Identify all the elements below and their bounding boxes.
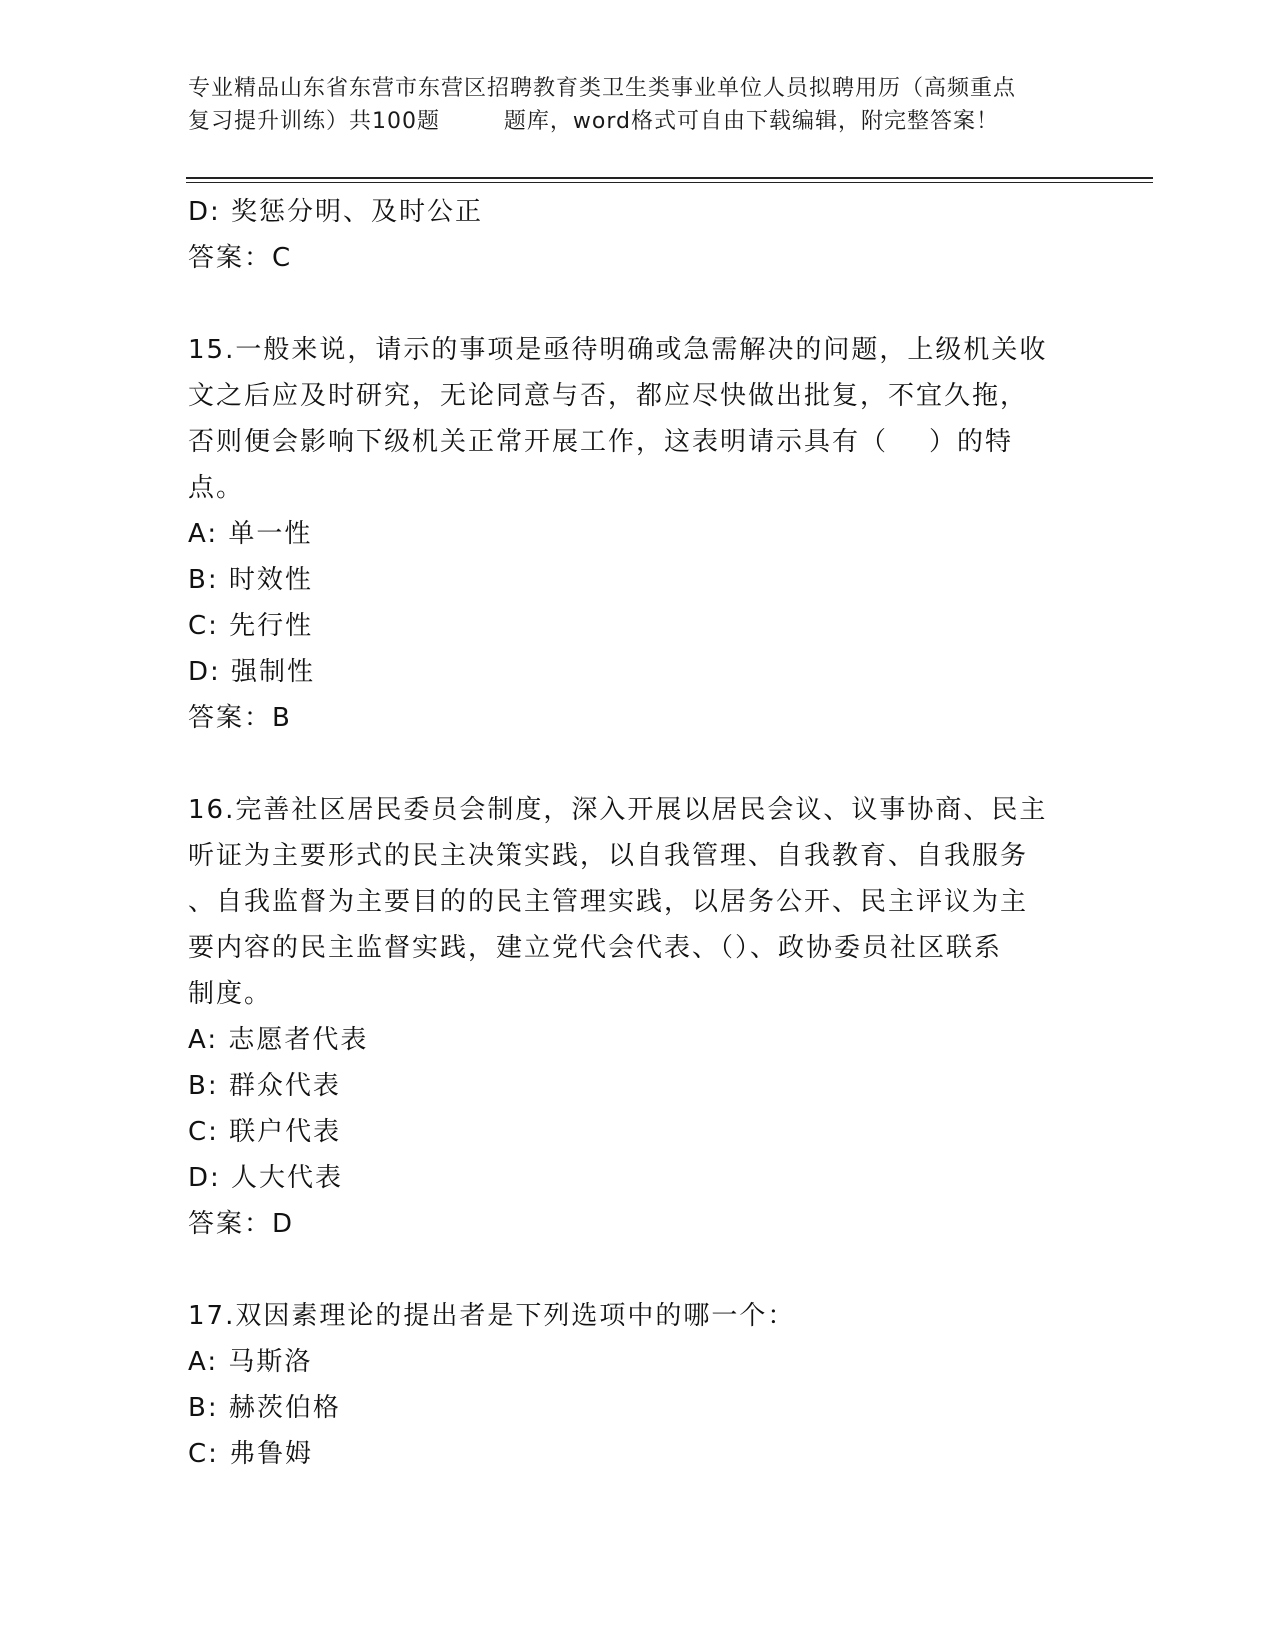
question-17-text-line: 17.双因素理论的提出者是下列选项中的哪一个： bbox=[188, 1301, 796, 1331]
question-17-option-b: B: 赫茨伯格 bbox=[188, 1393, 341, 1423]
question-16-text-line: 听证为主要形式的民主决策实践，以自我管理、自我教育、自我服务 bbox=[188, 841, 1029, 871]
question-15-option-d: D: 强制性 bbox=[188, 657, 316, 687]
question-17-option-c: C: 弗鲁姆 bbox=[188, 1439, 314, 1469]
question-15-option-a: A: 单一性 bbox=[188, 519, 313, 549]
question-15-option-c: C: 先行性 bbox=[188, 611, 314, 641]
question-16 bbox=[188, 787, 1088, 1247]
question-15-text-line: 否则便会影响下级机关正常开展工作，这表明请示具有（ ）的特 bbox=[188, 427, 1014, 457]
question-16-option-b: B: 群众代表 bbox=[188, 1071, 341, 1101]
question-15-answer: 答案：B bbox=[188, 703, 292, 733]
header-divider-thick bbox=[186, 177, 1153, 179]
header-divider-thin bbox=[186, 182, 1153, 183]
question-16-text-line: 、自我监督为主要目的的民主管理实践，以居务公开、民主评议为主 bbox=[188, 887, 1029, 917]
header-title-line-1: 专业精品山东省东营市东营区招聘教育类卫生类事业单位人员拟聘用历（高频重点 bbox=[188, 76, 1017, 101]
prev-option-d: D: 奖惩分明、及时公正 bbox=[188, 197, 484, 227]
question-16-option-d: D: 人大代表 bbox=[188, 1163, 344, 1193]
question-16-option-a: A: 志愿者代表 bbox=[188, 1025, 369, 1055]
question-16-text-line: 制度。 bbox=[188, 979, 273, 1009]
question-15-text-line: 文之后应及时研究，无论同意与否，都应尽快做出批复，不宜久拖， bbox=[188, 381, 1029, 411]
question-15-text-line: 15.一般来说，请示的事项是亟待明确或急需解决的问题，上级机关收 bbox=[188, 335, 1048, 365]
question-15-text-line: 点。 bbox=[188, 473, 245, 503]
header-title-line-2: 复习提升训练）共100题 题库，word格式可自由下载编辑，附完整答案！ bbox=[188, 109, 1000, 134]
question-16-text-line: 16.完善社区居民委员会制度，深入开展以居民会议、议事协商、民主 bbox=[188, 795, 1048, 825]
question-17 bbox=[188, 1293, 1088, 1477]
question-15-option-b: B: 时效性 bbox=[188, 565, 313, 595]
question-16-answer: 答案：D bbox=[188, 1209, 295, 1239]
spacer bbox=[188, 281, 1088, 327]
question-17-option-a: A: 马斯洛 bbox=[188, 1347, 313, 1377]
question-15 bbox=[188, 327, 1088, 741]
spacer bbox=[188, 1247, 1088, 1293]
spacer bbox=[188, 741, 1088, 787]
question-content bbox=[188, 189, 1088, 1477]
prev-answer: 答案：C bbox=[188, 243, 293, 273]
question-16-option-c: C: 联户代表 bbox=[188, 1117, 342, 1147]
question-16-text-line: 要内容的民主监督实践，建立党代会代表、（）、政协委员社区联系 bbox=[188, 933, 1003, 963]
document-header bbox=[188, 72, 1088, 138]
